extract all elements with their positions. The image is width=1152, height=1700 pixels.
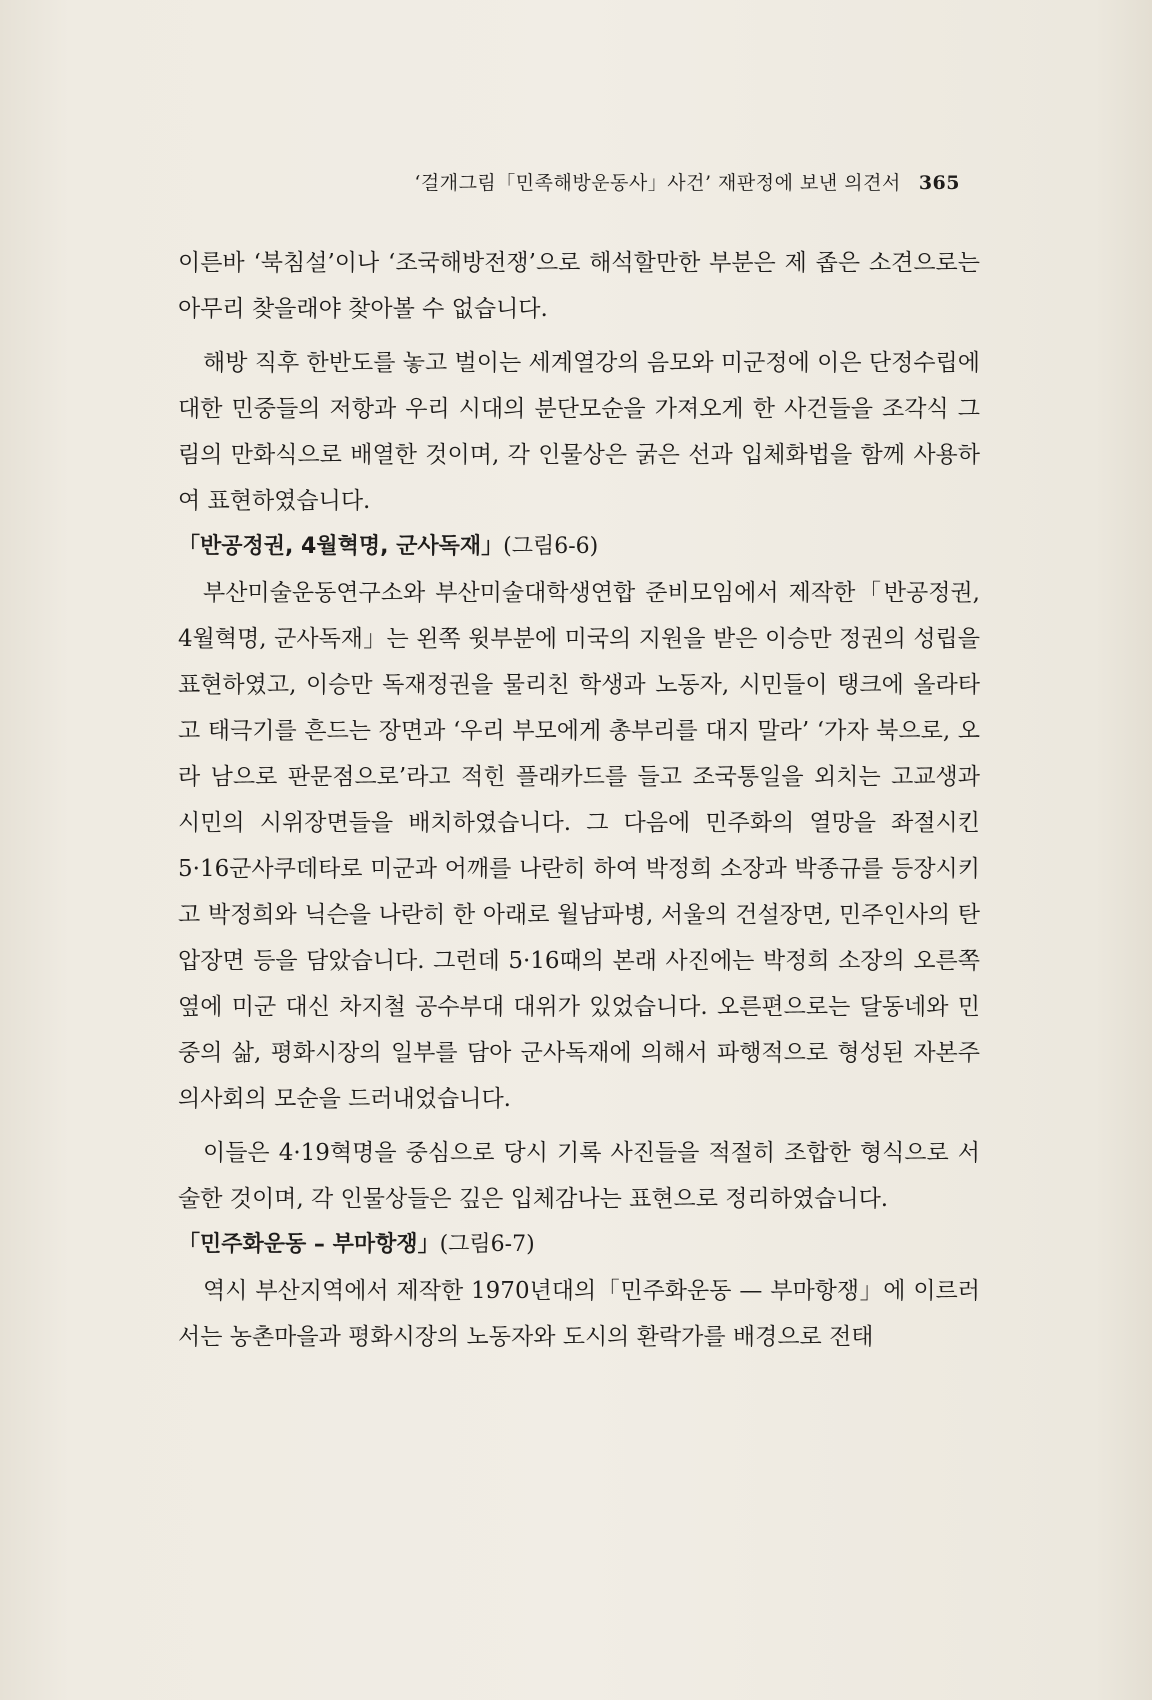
section-title: 「반공정권, 4월혁명, 군사독재」 — [178, 534, 504, 559]
paragraph: 해방 직후 한반도를 놓고 벌이는 세계열강의 음모와 미군정에 이은 단정수립에 대한 민중들의 저항과 우리 시대의 분단모순을 가져오게 한 사건들을 조각식 그림의 만화식으로 배열한 것이며, 각 인물상은 굵은 선과 입체화법을 함께 사용하여 표현하였습니다. — [178, 350, 980, 514]
paragraph: 이들은 4·19혁명을 중심으로 당시 기록 사진들을 적절히 조합한 형식으로 서술한 것이며, 각 인물상들은 깊은 입체감나는 표현으로 정리하였습니다. — [178, 1140, 980, 1212]
figure-reference: (그림6-7) — [439, 1232, 535, 1257]
section-heading — [178, 1222, 980, 1268]
page-number: 365 — [918, 172, 960, 194]
body-text — [178, 240, 980, 1360]
paragraph: 역시 부산지역에서 제작한 1970년대의「민주화운동 — 부마항쟁」에 이르러서는 농촌마을과 평화시장의 노동자와 도시의 환락가를 배경으로 전태 — [178, 1278, 980, 1350]
section-title: 「민주화운동 – 부마항쟁」 — [178, 1232, 440, 1257]
paragraph: 이른바 ‘북침설’이나 ‘조국해방전쟁’으로 해석할만한 부분은 제 좁은 소견으로는 아무리 찾을래야 찾아볼 수 없습니다. — [178, 250, 980, 322]
running-title: ‘걸개그림「민족해방운동사」사건’ 재판정에 보낸 의견서 — [414, 172, 901, 194]
figure-reference: (그림6-6) — [503, 534, 599, 559]
section-heading — [178, 524, 980, 570]
running-header — [0, 168, 960, 195]
paragraph: 부산미술운동연구소와 부산미술대학생연합 준비모임에서 제작한「반공정권, 4월혁명, 군사독재」는 왼쪽 윗부분에 미국의 지원을 받은 이승만 정권의 성립을 표현하였고, 이승만 독재정권을 물리친 학생과 노동자, 시민들이 탱크에 올라타고 태극기를 흔드는 장면과 ‘우리 부모에게 총부리를 대지 말라’ ‘가자 북으로, 오라 남으로 판문점으로’라고 적힌 플래카드를 들고 조국통일을 외치는 고교생과 시민의 시위장면들을 배치하였습니다. 그 다음에 민주화의 열망을 좌절시킨 5·16군사쿠데타로 미군과 어깨를 나란히 하여 박정희 소장과 박종규를 등장시키고 박정희와 닉슨을 나란히 한 아래로 월남파병, 서울의 건설장면, 민주인사의 탄압장면 등을 담았습니다. 그런데 5·16때의 본래 사진에는 박정희 소장의 오른쪽 옆에 미군 대신 차지철 공수부대 대위가 있었습니다. 오른편으로는 달동네와 민중의 삶, 평화시장의 일부를 담아 군사독재에 의해서 파행적으로 형성된 자본주의사회의 모순을 드러내었습니다. — [178, 580, 980, 1112]
